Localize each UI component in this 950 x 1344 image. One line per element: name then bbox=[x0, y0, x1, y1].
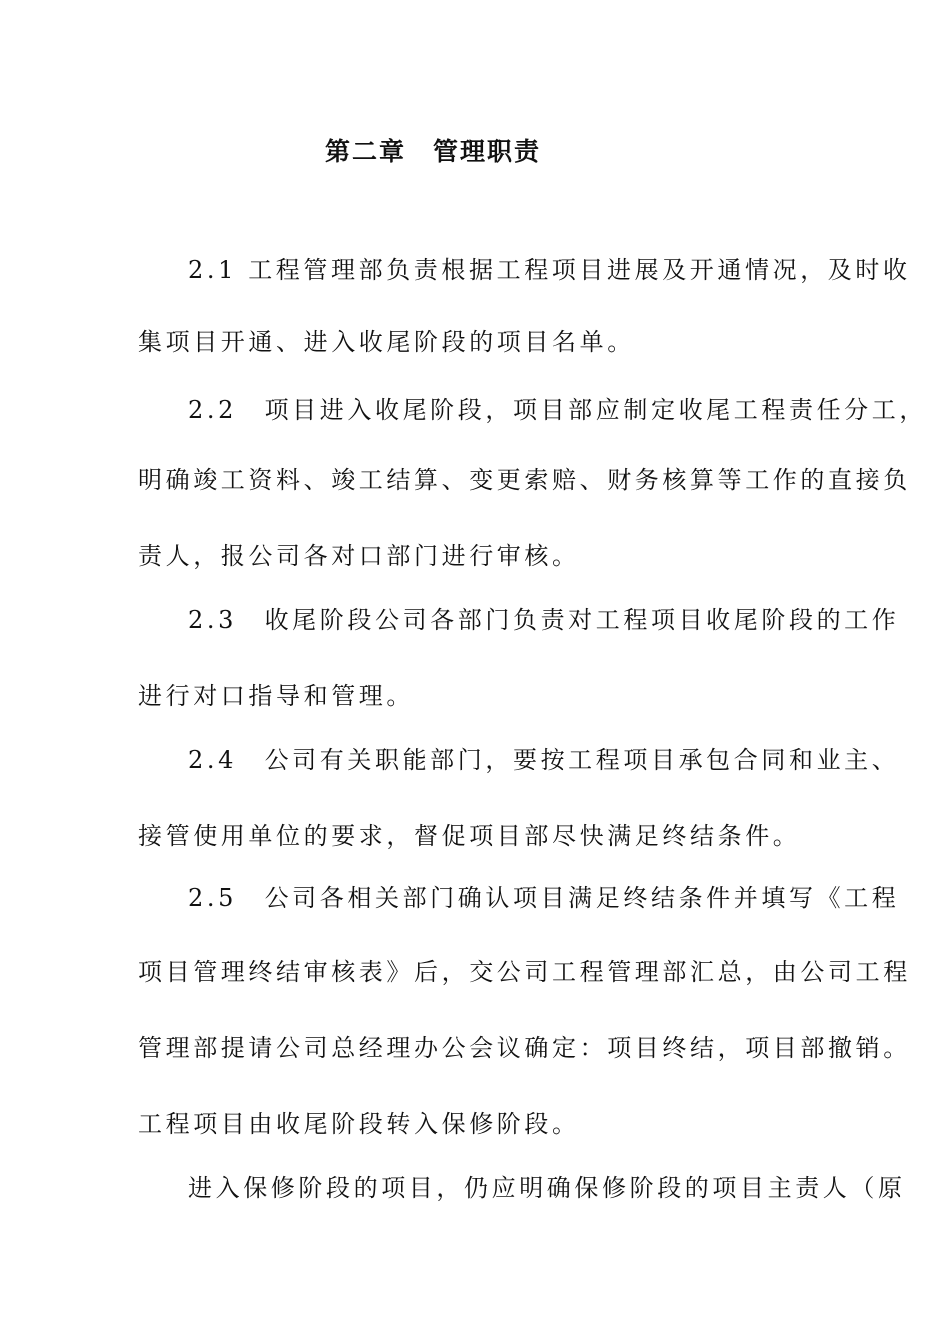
paragraph-line: 管理部提请公司总经理办公会议确定：项目终结，项目部撤销。 bbox=[138, 1034, 911, 1062]
paragraph-line: 2.5 公司各相关部门确认项目满足终结条件并填写《工程 bbox=[188, 884, 900, 912]
paragraph-line: 明确竣工资料、竣工结算、变更索赔、财务核算等工作的直接负 bbox=[138, 466, 911, 494]
chapter-title: 第二章 管理职责 bbox=[324, 137, 541, 166]
paragraph-line: 接管使用单位的要求，督促项目部尽快满足终结条件。 bbox=[138, 822, 801, 850]
paragraph-line: 工程项目由收尾阶段转入保修阶段。 bbox=[138, 1110, 580, 1138]
paragraph-line: 2.2 项目进入收尾阶段，项目部应制定收尾工程责任分工， bbox=[188, 396, 927, 424]
paragraph-line: 责人，报公司各对口部门进行审核。 bbox=[138, 542, 580, 570]
paragraph-line: 进入保修阶段的项目，仍应明确保修阶段的项目主责人（原 bbox=[188, 1174, 906, 1202]
paragraph-line: 2.3 收尾阶段公司各部门负责对工程项目收尾阶段的工作 bbox=[188, 606, 900, 634]
paragraph-line: 2.4 公司有关职能部门，要按工程项目承包合同和业主、 bbox=[188, 746, 900, 774]
paragraph-line: 集项目开通、进入收尾阶段的项目名单。 bbox=[138, 328, 635, 356]
paragraph-line: 项目管理终结审核表》后，交公司工程管理部汇总，由公司工程 bbox=[138, 958, 911, 986]
paragraph-line: 2.1 工程管理部负责根据工程项目进展及开通情况，及时收 bbox=[188, 256, 911, 284]
paragraph-line: 进行对口指导和管理。 bbox=[138, 682, 414, 710]
